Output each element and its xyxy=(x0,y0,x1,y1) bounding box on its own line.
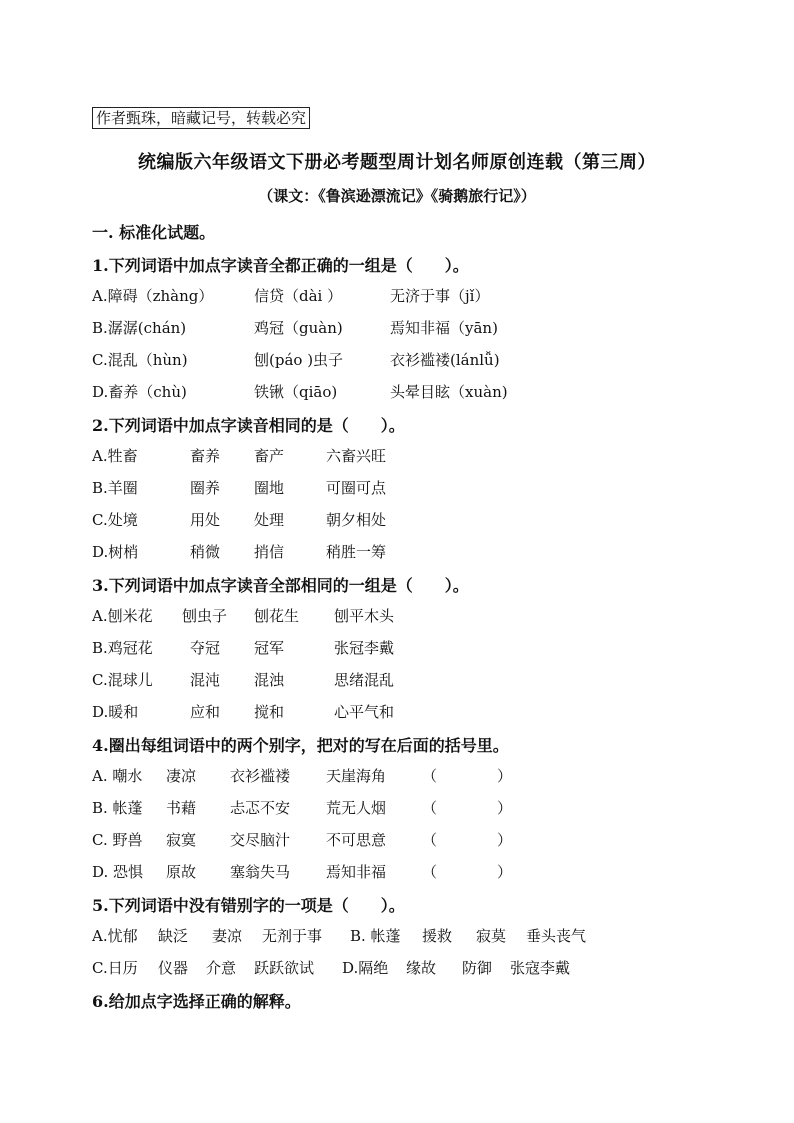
q4-word: 焉知非福 xyxy=(326,863,387,881)
page-title: 统编版六年级语文下册必考题型周计划名师原创连载（第三周） xyxy=(138,152,656,173)
q2-word: 畜养 xyxy=(190,447,221,465)
q2-word: 稍胜一筹 xyxy=(326,543,387,561)
q3-word: C.混球儿 xyxy=(92,671,153,689)
question-5: 5.下列词语中没有错别字的一项是（ ）。 xyxy=(92,896,405,915)
q4-answer-blank: （ ） xyxy=(422,799,513,817)
q1-option-b3: 焉知非福（yān) xyxy=(390,319,498,337)
q4-word: 寂寞 xyxy=(166,831,197,849)
q1-option-a1: A.障碍（zhàng） xyxy=(92,287,214,305)
q2-word: 朝夕相处 xyxy=(326,511,387,529)
q2-word: 处理 xyxy=(254,511,285,529)
q2-word: 稍微 xyxy=(190,543,221,561)
q4-word: 交尽脑汁 xyxy=(230,831,291,849)
q2-word: 畜产 xyxy=(254,447,285,465)
q1-option-d1: D.畜养（chù) xyxy=(92,383,187,401)
question-1: 1.下列词语中加点字读音全都正确的一组是（ ）。 xyxy=(92,256,469,275)
q2-word: C.处境 xyxy=(92,511,138,529)
q2-word: 六畜兴旺 xyxy=(326,447,387,465)
q3-word: 应和 xyxy=(190,703,221,721)
q1-option-c2: 刨(páo )虫子 xyxy=(254,351,344,369)
q2-word: 圈地 xyxy=(254,479,285,497)
q4-word: C. 野兽 xyxy=(92,831,143,849)
q2-word: D.树梢 xyxy=(92,543,139,561)
q2-word: 可圈可点 xyxy=(326,479,387,497)
q3-word: D.暖和 xyxy=(92,703,139,721)
q1-option-c3: 衣衫褴褛(lánlǚ) xyxy=(390,351,500,369)
q3-word: B.鸡冠花 xyxy=(92,639,153,657)
q4-word: B. 帐蓬 xyxy=(92,799,143,817)
q5-word: 跃跃欲试 xyxy=(254,959,315,977)
q2-word: B.羊圈 xyxy=(92,479,138,497)
q5-word: 介意 xyxy=(206,959,237,977)
q4-answer-blank: （ ） xyxy=(422,767,513,785)
q3-word: 冠军 xyxy=(254,639,285,657)
q2-word: 用处 xyxy=(190,511,221,529)
q4-word: 荒无人烟 xyxy=(326,799,387,817)
question-4: 4.圈出每组词语中的两个别字，把对的写在后面的括号里。 xyxy=(92,736,509,755)
q5-word: 无剂于事 xyxy=(262,927,323,945)
page-subtitle: （课文：《鲁滨逊漂流记》《骑鹅旅行记》） xyxy=(258,187,536,205)
q5-word: 张寇李戴 xyxy=(510,959,571,977)
q5-word: A.忧郁 xyxy=(92,927,138,945)
q5-word: 妻凉 xyxy=(212,927,243,945)
q3-word: 夺冠 xyxy=(190,639,221,657)
q5-word: 垂头丧气 xyxy=(526,927,587,945)
q2-word: 圈养 xyxy=(190,479,221,497)
q4-word: 衣衫褴褛 xyxy=(230,767,291,785)
q5-word: 援救 xyxy=(422,927,453,945)
q5-word: 缘故 xyxy=(406,959,437,977)
q3-word: 搅和 xyxy=(254,703,285,721)
copyright-notice: 作者甄珠，暗藏记号，转载必究 xyxy=(92,107,310,129)
question-3: 3.下列词语中加点字读音全部相同的一组是（ ）。 xyxy=(92,576,469,595)
question-2: 2.下列词语中加点字读音相同的是（ ）。 xyxy=(92,416,405,435)
q5-word: C.日历 xyxy=(92,959,138,977)
q4-word: 原故 xyxy=(166,863,197,881)
q1-option-a3: 无济于事（jǐ） xyxy=(390,287,490,305)
q3-word: 混浊 xyxy=(254,671,285,689)
q3-word: A.刨米花 xyxy=(92,607,153,625)
q3-word: 张冠李戴 xyxy=(334,639,395,657)
q3-word: 混沌 xyxy=(190,671,221,689)
q5-word: B. 帐蓬 xyxy=(350,927,401,945)
q5-word: 防御 xyxy=(462,959,493,977)
q1-option-b1: B.潺潺(chán) xyxy=(92,319,187,337)
q4-answer-blank: （ ） xyxy=(422,831,513,849)
q3-word: 刨虫子 xyxy=(182,607,228,625)
q2-word: 捎信 xyxy=(254,543,285,561)
q5-word: 寂莫 xyxy=(476,927,507,945)
q2-word: A.牲畜 xyxy=(92,447,138,465)
q1-option-c1: C.混乱（hùn) xyxy=(92,351,188,369)
q5-word: D.隔绝 xyxy=(342,959,389,977)
q1-option-b2: 鸡冠（guàn) xyxy=(254,319,343,337)
q4-word: A. 嘲水 xyxy=(92,767,143,785)
q4-answer-blank: （ ） xyxy=(422,863,513,881)
question-6: 6.给加点字选择正确的解释。 xyxy=(92,992,301,1011)
q4-word: 书藉 xyxy=(166,799,197,817)
q4-word: 天崖海角 xyxy=(326,767,387,785)
q4-word: 不可思意 xyxy=(326,831,387,849)
q1-option-d2: 铁锹（qiāo) xyxy=(254,383,338,401)
q3-word: 思绪混乱 xyxy=(334,671,395,689)
q1-option-d3: 头晕目眩（xuàn) xyxy=(390,383,508,401)
q5-word: 仪器 xyxy=(158,959,189,977)
q4-word: D. 恐惧 xyxy=(92,863,144,881)
section-heading: 一. 标准化试题。 xyxy=(92,223,216,242)
q4-word: 塞翁失马 xyxy=(230,863,291,881)
q3-word: 刨平木头 xyxy=(334,607,395,625)
q1-option-a2: 信贷（dài ） xyxy=(254,287,343,305)
q3-word: 心平气和 xyxy=(334,703,395,721)
q5-word: 缺泛 xyxy=(158,927,189,945)
q3-word: 刨花生 xyxy=(254,607,300,625)
q4-word: 凄凉 xyxy=(166,767,197,785)
q4-word: 忐忑不安 xyxy=(230,799,291,817)
